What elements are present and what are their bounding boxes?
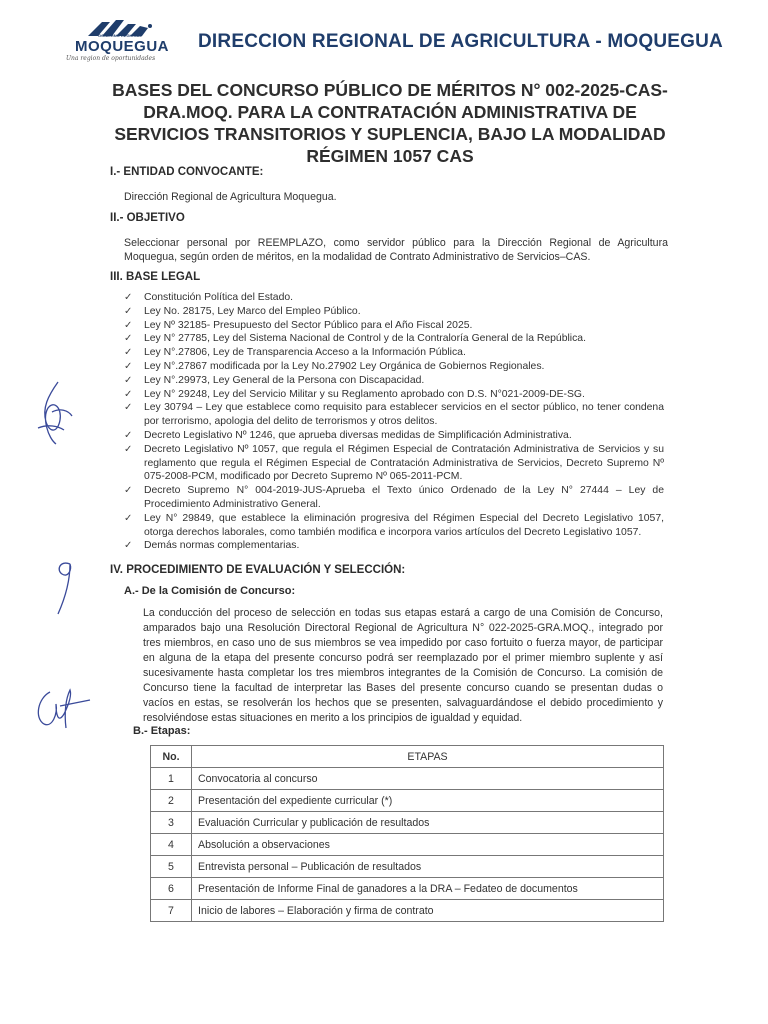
checkmark-icon: ✓	[124, 402, 133, 414]
checkmark-icon: ✓	[124, 512, 133, 524]
list-item: ✓ Constitución Política del Estado.	[124, 292, 294, 303]
logo-name: MOQUEGUA	[75, 38, 169, 55]
handwritten-initial-1	[28, 378, 84, 450]
logo-tagline: Una region de oportunidades	[66, 55, 156, 62]
checkmark-icon: ✓	[124, 333, 133, 345]
logo-top-text: GOBIERNO REGIONAL	[98, 33, 143, 38]
list-item: ✓ Decreto Supremo N° 004-2019-JUS-Aprueba el Texto único Ordenado de la Ley N° 27444 – Ley de Procedimiento Administrativo General.	[124, 485, 664, 510]
table-row	[151, 768, 664, 790]
row-stage: Absolución a observaciones	[192, 834, 664, 856]
list-item: ✓ Demás normas complementarias.	[124, 540, 300, 552]
table-row	[151, 856, 664, 878]
checkmark-icon: ✓	[124, 540, 133, 552]
list-item: ✓ Ley N°.27867 modificada por la Ley No.27902 Ley Orgánica de Gobiernos Regionales.	[124, 360, 545, 372]
row-number: 7	[151, 900, 192, 922]
checkmark-icon: ✓	[124, 429, 133, 441]
row-number: 2	[151, 790, 192, 812]
table-row	[151, 790, 664, 812]
comision-text: La conducción del proceso de selección en todas sus etapas estará a cargo de una Comisión de Concurso, amparados bajo una Resolución Directoral Regional de Agricultura N° 022-2025-GRA.MOQ., integrado por tres miembros, en caso uno de sus miembros se vea impedido por caso fortuito o fuerza mayor, de participar en alguna de la etapa del presente concurso podrá ser reemplazado por el primer miembro suplente y así sucesivamente hasta completar los tres miembros integrantes de la Comisión de Concurso. La comisión de Concurso tiene la facultad de interpretar las Bases del presente concurso cuando se presentan dudas o vacíos en estas, se resolverán los hechos que se presenten, salvaguardándose el debido procedimiento y resolviéndose estas situaciones en merito a los principios de igualdad y equidad.	[143, 607, 663, 724]
row-stage: Presentación del expediente curricular (*)	[192, 790, 664, 812]
section-heading-procedimiento: IV. PROCEDIMIENTO DE EVALUACIÓN Y SELECCIÓN:	[110, 564, 406, 576]
checkmark-icon: ✓	[124, 319, 133, 331]
handwritten-initial-3	[30, 684, 94, 734]
checkmark-icon: ✓	[124, 292, 133, 303]
objetivo-text: Seleccionar personal por REEMPLAZO, como servidor público para la Dirección Regional de Agricultura Moquegua, según orden de méritos, en la modalidad de Contrato Administrativo de Servicios–CAS.	[124, 237, 668, 263]
row-number: 4	[151, 834, 192, 856]
table-header-row	[151, 746, 664, 768]
list-item: ✓ Ley Nº 32185- Presupuesto del Sector Público para el Año Fiscal 2025.	[124, 319, 473, 331]
header-title: DIRECCION REGIONAL DE AGRICULTURA - MOQUEGUA	[198, 31, 723, 52]
list-item: ✓ Ley N°.27806, Ley de Transparencia Acceso a la Información Pública.	[124, 347, 466, 359]
checkmark-icon: ✓	[124, 360, 133, 372]
list-item: ✓ Ley N°.29973, Ley General de la Persona con Discapacidad.	[124, 374, 425, 386]
list-item: ✓ Ley No. 28175, Ley Marco del Empleo Público.	[124, 305, 361, 317]
checkmark-icon: ✓	[124, 347, 133, 359]
row-stage: Entrevista personal – Publicación de resultados	[192, 856, 664, 878]
row-stage: Presentación de Informe Final de ganadores a la DRA – Fedateo de documentos	[192, 878, 664, 900]
document-title: BASES DEL CONCURSO PÚBLICO DE MÉRITOS N° 002-2025-CAS-DRA.MOQ. PARA LA CONTRATACIÓN ADMINISTRATIVA DE SERVICIOS TRANSITORIOS Y SUPLENCIA, BAJO LA MODALIDAD RÉGIMEN 1057 CAS	[112, 80, 668, 166]
checkmark-icon: ✓	[124, 388, 133, 400]
table-row	[151, 812, 664, 834]
base-legal-list	[124, 291, 664, 553]
section-heading-base-legal: III. BASE LEGAL	[110, 271, 201, 283]
etapas-table	[150, 745, 664, 922]
column-header-etapas: ETAPAS	[192, 746, 664, 768]
column-header-no: No.	[151, 746, 192, 768]
row-number: 3	[151, 812, 192, 834]
table-row	[151, 900, 664, 922]
list-item: ✓ Ley 30794 – Ley que establece como requisito para establecer servicios en el sector público, no tener condena por terrorismo, apologia del delito de terrorismos y otros delitos.	[124, 402, 664, 428]
row-number: 5	[151, 856, 192, 878]
list-item: ✓ Decreto Legislativo Nº 1246, que aprueba diversas medidas de Simplificación Administrativa.	[124, 429, 572, 441]
section-heading-objetivo: II.- OBJETIVO	[110, 212, 185, 224]
subsection-heading-etapas: B.- Etapas:	[133, 725, 191, 737]
checkmark-icon: ✓	[124, 305, 133, 317]
list-item: ✓ Ley N° 27785, Ley del Sistema Nacional de Control y de la Contraloría General de la República.	[124, 333, 586, 345]
checkmark-icon: ✓	[124, 485, 133, 497]
handwritten-initial-2	[48, 556, 82, 618]
row-number: 6	[151, 878, 192, 900]
row-stage: Convocatoria al concurso	[192, 768, 664, 790]
regional-government-logo	[58, 18, 186, 66]
list-item: ✓ Ley N° 29248, Ley del Servicio Militar y su Reglamento aprobado con D.S. N°021-2009-DE-SG.	[124, 388, 585, 400]
checkmark-icon: ✓	[124, 443, 133, 455]
table-row	[151, 878, 664, 900]
list-item: ✓ Decreto Legislativo Nº 1057, que regula el Régimen Especial de Contratación Administrativa de Servicios y su reglamento que regula el Régimen Especial de Contratación Administrativa de Servicios, Decreto Supremo Nº 075-2008-PCM, modificado por Decreto Supremo Nº 065-2011-PCM.	[124, 443, 664, 483]
entidad-text: Dirección Regional de Agricultura Moquegua.	[124, 191, 337, 203]
row-stage: Inicio de labores – Elaboración y firma de contrato	[192, 900, 664, 922]
row-stage: Evaluación Curricular y publicación de resultados	[192, 812, 664, 834]
row-number: 1	[151, 768, 192, 790]
list-item: ✓ Ley N° 29849, que establece la eliminación progresiva del Régimen Especial del Decreto Legislativo 1057, otorga derechos laborales, como también modifica e incorpora varios artículos del Decreto Legislativo 1057.	[124, 512, 664, 538]
table-row	[151, 834, 664, 856]
checkmark-icon: ✓	[124, 374, 133, 386]
section-heading-entidad: I.- ENTIDAD CONVOCANTE:	[110, 166, 264, 178]
subsection-heading-comision: A.- De la Comisión de Concurso:	[124, 585, 296, 597]
